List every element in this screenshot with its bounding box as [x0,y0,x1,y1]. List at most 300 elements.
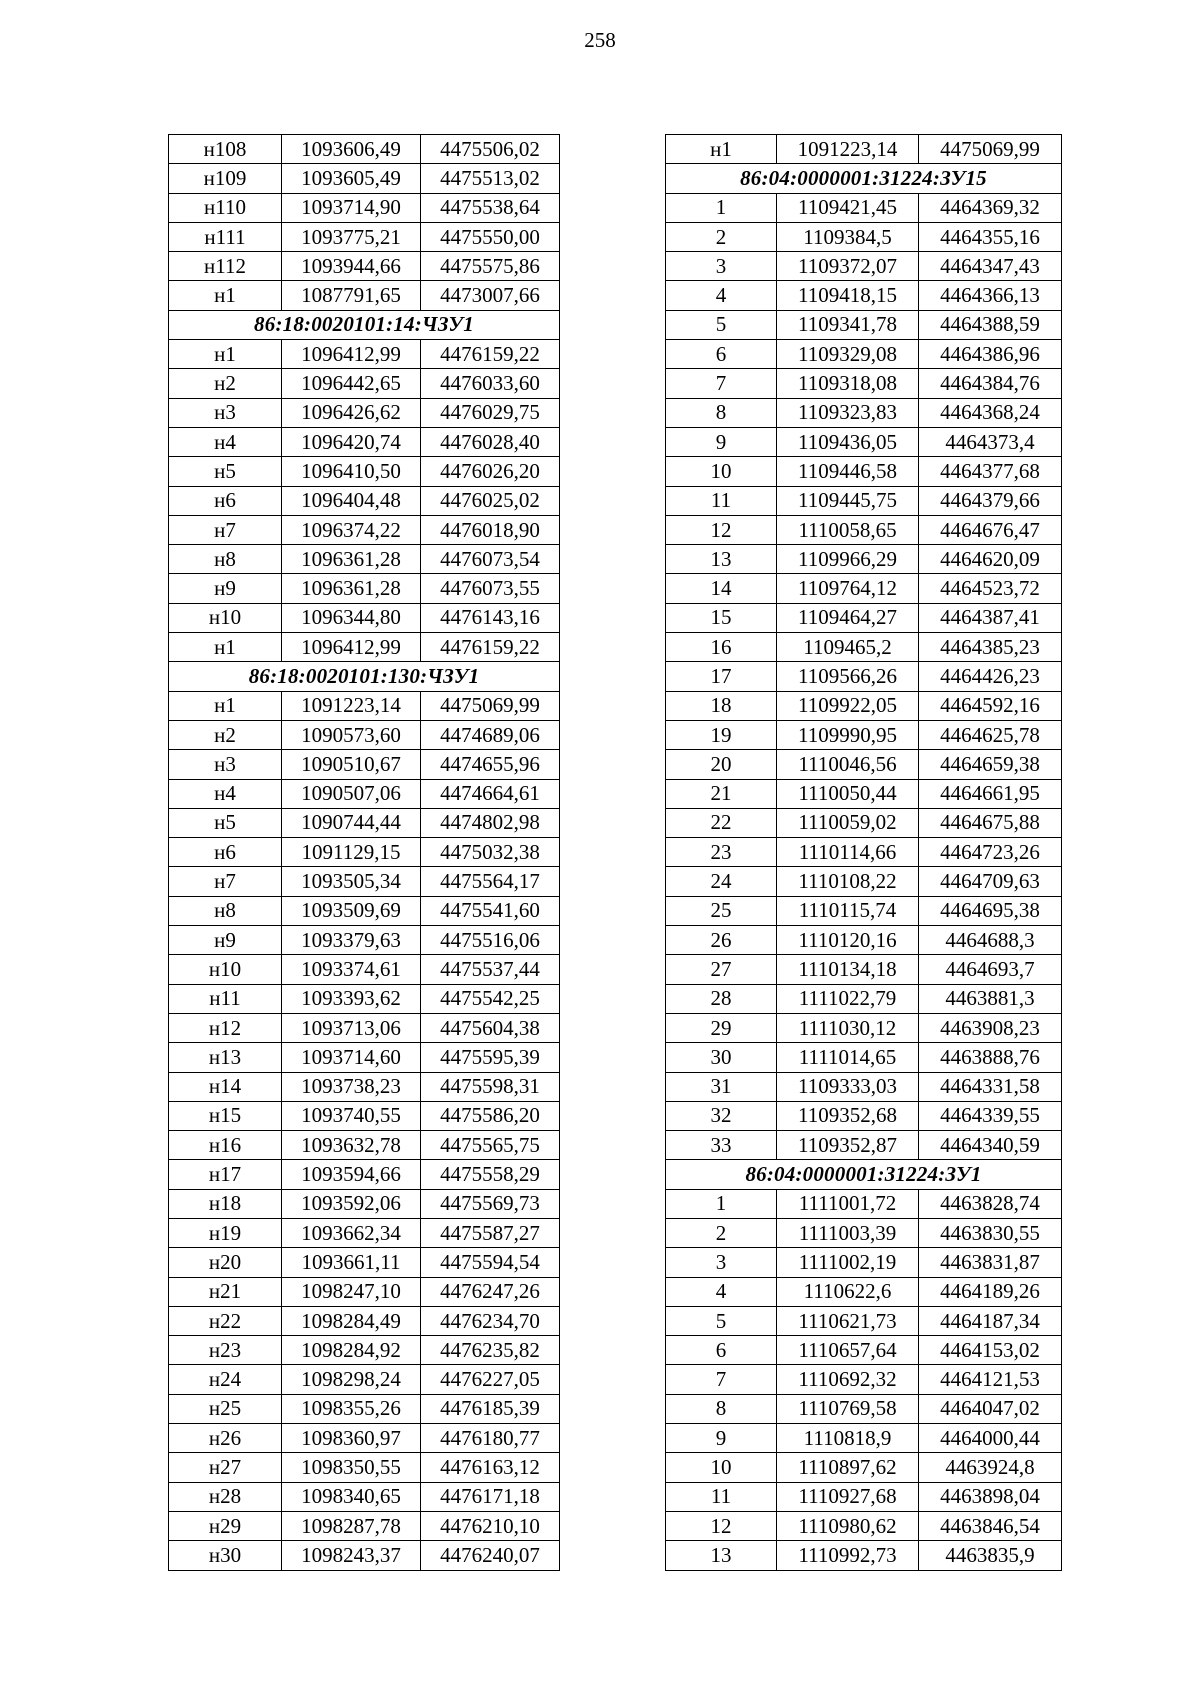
point-number-cell: 30 [666,1043,777,1072]
x-coordinate-cell: 1096412,99 [282,633,421,662]
point-number-cell: 27 [666,955,777,984]
point-number-cell: 7 [666,369,777,398]
y-coordinate-cell: 4464000,44 [919,1424,1062,1453]
point-number-cell: 9 [666,427,777,456]
point-number-cell: н108 [169,135,282,164]
point-number-cell: н2 [169,720,282,749]
point-number-cell: н11 [169,984,282,1013]
point-number-cell: н4 [169,427,282,456]
x-coordinate-cell: 1111001,72 [777,1189,919,1218]
x-coordinate-cell: 1110980,62 [777,1511,919,1540]
point-number-cell: 2 [666,1218,777,1247]
point-number-cell: н9 [169,574,282,603]
point-number-cell: н19 [169,1218,282,1247]
y-coordinate-cell: 4474655,96 [421,750,560,779]
y-coordinate-cell: 4475587,27 [421,1218,560,1247]
y-coordinate-cell: 4475550,00 [421,222,560,251]
table-row [169,193,560,222]
point-number-cell: н3 [169,750,282,779]
point-number-cell: 32 [666,1101,777,1130]
point-number-cell: 9 [666,1424,777,1453]
point-number-cell: н10 [169,955,282,984]
y-coordinate-cell: 4476240,07 [421,1541,560,1570]
x-coordinate-cell: 1096404,48 [282,486,421,515]
x-coordinate-cell: 1109464,27 [777,603,919,632]
x-coordinate-cell: 1093775,21 [282,222,421,251]
x-coordinate-cell: 1109436,05 [777,427,919,456]
point-number-cell: 21 [666,779,777,808]
y-coordinate-cell: 4476028,40 [421,427,560,456]
table-row [666,1336,1062,1365]
table-row [169,955,560,984]
y-coordinate-cell: 4476235,82 [421,1336,560,1365]
table-row [169,779,560,808]
table-row [666,633,1062,662]
table-row [169,1511,560,1540]
point-number-cell: 4 [666,281,777,310]
x-coordinate-cell: 1093662,34 [282,1218,421,1247]
y-coordinate-cell: 4476029,75 [421,398,560,427]
y-coordinate-cell: 4474664,61 [421,779,560,808]
table-row [666,427,1062,456]
table-row [666,486,1062,515]
table-row [666,984,1062,1013]
x-coordinate-cell: 1110927,68 [777,1482,919,1511]
table-row [666,515,1062,544]
y-coordinate-cell: 4475558,29 [421,1160,560,1189]
x-coordinate-cell: 1110818,9 [777,1424,919,1453]
cadastral-number: 86:04:0000001:31224:ЗУ15 [666,164,1062,193]
table-row [169,457,560,486]
point-number-cell: н18 [169,1189,282,1218]
x-coordinate-cell: 1098350,55 [282,1453,421,1482]
x-coordinate-cell: 1111014,65 [777,1043,919,1072]
table-row [169,1336,560,1365]
table-row [169,164,560,193]
point-number-cell: 13 [666,545,777,574]
table-row [666,750,1062,779]
point-number-cell: н21 [169,1277,282,1306]
y-coordinate-cell: 4475595,39 [421,1043,560,1072]
table-row [169,1248,560,1277]
y-coordinate-cell: 4473007,66 [421,281,560,310]
y-coordinate-cell: 4464379,66 [919,486,1062,515]
y-coordinate-cell: 4464377,68 [919,457,1062,486]
y-coordinate-cell: 4475513,02 [421,164,560,193]
y-coordinate-cell: 4464661,95 [919,779,1062,808]
table-row [169,545,560,574]
point-number-cell: 24 [666,867,777,896]
y-coordinate-cell: 4475542,25 [421,984,560,1013]
y-coordinate-cell: 4464339,55 [919,1101,1062,1130]
x-coordinate-cell: 1110108,22 [777,867,919,896]
x-coordinate-cell: 1090510,67 [282,750,421,779]
y-coordinate-cell: 4476159,22 [421,633,560,662]
x-coordinate-cell: 1093713,06 [282,1013,421,1042]
x-coordinate-cell: 1093944,66 [282,252,421,281]
y-coordinate-cell: 4464121,53 [919,1365,1062,1394]
x-coordinate-cell: 1093379,63 [282,926,421,955]
table-row [666,1072,1062,1101]
x-coordinate-cell: 1093661,11 [282,1248,421,1277]
table-row [666,457,1062,486]
table-row [169,603,560,632]
point-number-cell: н5 [169,457,282,486]
x-coordinate-cell: 1110622,6 [777,1277,919,1306]
x-coordinate-cell: 1110769,58 [777,1394,919,1423]
x-coordinate-cell: 1093374,61 [282,955,421,984]
table-row [666,1189,1062,1218]
table-row [169,486,560,515]
point-number-cell: н8 [169,545,282,574]
y-coordinate-cell: 4464676,47 [919,515,1062,544]
point-number-cell: н1 [169,281,282,310]
table-row [169,1277,560,1306]
x-coordinate-cell: 1090573,60 [282,720,421,749]
table-row [169,1043,560,1072]
table-row [169,427,560,456]
point-number-cell: 4 [666,1277,777,1306]
point-number-cell: н16 [169,1131,282,1160]
table-row [169,1424,560,1453]
point-number-cell: 12 [666,1511,777,1540]
point-number-cell: н22 [169,1306,282,1335]
y-coordinate-cell: 4464373,4 [919,427,1062,456]
y-coordinate-cell: 4464369,32 [919,193,1062,222]
point-number-cell: 29 [666,1013,777,1042]
section-header-row [169,662,560,691]
point-number-cell: н3 [169,398,282,427]
y-coordinate-cell: 4475506,02 [421,135,560,164]
x-coordinate-cell: 1093714,90 [282,193,421,222]
x-coordinate-cell: 1109329,08 [777,340,919,369]
table-row [666,1453,1062,1482]
x-coordinate-cell: 1098340,65 [282,1482,421,1511]
point-number-cell: н28 [169,1482,282,1511]
point-number-cell: н23 [169,1336,282,1365]
x-coordinate-cell: 1111030,12 [777,1013,919,1042]
table-row [666,1277,1062,1306]
x-coordinate-cell: 1096344,80 [282,603,421,632]
page-number: 258 [584,28,616,52]
table-row [169,1394,560,1423]
cadastral-number: 86:18:0020101:130:ЧЗУ1 [169,662,560,691]
y-coordinate-cell: 4476163,12 [421,1453,560,1482]
y-coordinate-cell: 4474689,06 [421,720,560,749]
table-row [666,603,1062,632]
point-number-cell: 12 [666,515,777,544]
table-row [169,1072,560,1101]
table-row [169,1453,560,1482]
point-number-cell: 5 [666,1306,777,1335]
table-row [666,1248,1062,1277]
y-coordinate-cell: 4464387,41 [919,603,1062,632]
point-number-cell: н111 [169,222,282,251]
table-row [666,1043,1062,1072]
y-coordinate-cell: 4463924,8 [919,1453,1062,1482]
point-number-cell: 33 [666,1131,777,1160]
x-coordinate-cell: 1109446,58 [777,457,919,486]
table-row [169,926,560,955]
point-number-cell: н5 [169,808,282,837]
x-coordinate-cell: 1093714,60 [282,1043,421,1072]
coordinates-table-right [665,134,1062,1571]
y-coordinate-cell: 4476018,90 [421,515,560,544]
y-coordinate-cell: 4476234,70 [421,1306,560,1335]
x-coordinate-cell: 1110992,73 [777,1541,919,1570]
x-coordinate-cell: 1093594,66 [282,1160,421,1189]
x-coordinate-cell: 1109418,15 [777,281,919,310]
x-coordinate-cell: 1110657,64 [777,1336,919,1365]
x-coordinate-cell: 1109372,07 [777,252,919,281]
table-row [169,691,560,720]
x-coordinate-cell: 1093738,23 [282,1072,421,1101]
x-coordinate-cell: 1096426,62 [282,398,421,427]
y-coordinate-cell: 4464388,59 [919,310,1062,339]
y-coordinate-cell: 4464625,78 [919,720,1062,749]
point-number-cell: н110 [169,193,282,222]
y-coordinate-cell: 4464723,26 [919,838,1062,867]
y-coordinate-cell: 4463830,55 [919,1218,1062,1247]
point-number-cell: н7 [169,867,282,896]
cadastral-number: 86:04:0000001:31224:ЗУ1 [666,1160,1062,1189]
point-number-cell: н6 [169,486,282,515]
x-coordinate-cell: 1110692,32 [777,1365,919,1394]
y-coordinate-cell: 4475564,17 [421,867,560,896]
point-number-cell: 28 [666,984,777,1013]
y-coordinate-cell: 4464189,26 [919,1277,1062,1306]
section-header-row [666,1160,1062,1189]
x-coordinate-cell: 1093606,49 [282,135,421,164]
point-number-cell: н14 [169,1072,282,1101]
point-number-cell: н12 [169,1013,282,1042]
x-coordinate-cell: 1093393,62 [282,984,421,1013]
point-number-cell: 3 [666,252,777,281]
y-coordinate-cell: 4463888,76 [919,1043,1062,1072]
y-coordinate-cell: 4475516,06 [421,926,560,955]
table-row [666,1306,1062,1335]
table-row [169,222,560,251]
x-coordinate-cell: 1111002,19 [777,1248,919,1277]
table-row [666,1218,1062,1247]
point-number-cell: 2 [666,222,777,251]
x-coordinate-cell: 1110059,02 [777,808,919,837]
table-row [169,574,560,603]
table-row [666,281,1062,310]
table-row [169,1189,560,1218]
x-coordinate-cell: 1111022,79 [777,984,919,1013]
y-coordinate-cell: 4476143,16 [421,603,560,632]
y-coordinate-cell: 4464695,38 [919,896,1062,925]
y-coordinate-cell: 4464368,24 [919,398,1062,427]
y-coordinate-cell: 4475541,60 [421,896,560,925]
y-coordinate-cell: 4464331,58 [919,1072,1062,1101]
point-number-cell: н15 [169,1101,282,1130]
x-coordinate-cell: 1109966,29 [777,545,919,574]
x-coordinate-cell: 1110050,44 [777,779,919,808]
x-coordinate-cell: 1096412,99 [282,340,421,369]
y-coordinate-cell: 4463828,74 [919,1189,1062,1218]
point-number-cell: 10 [666,457,777,486]
x-coordinate-cell: 1093509,69 [282,896,421,925]
x-coordinate-cell: 1109323,83 [777,398,919,427]
y-coordinate-cell: 4463898,04 [919,1482,1062,1511]
point-number-cell: 1 [666,193,777,222]
x-coordinate-cell: 1090744,44 [282,808,421,837]
table-row [169,1365,560,1394]
y-coordinate-cell: 4463908,23 [919,1013,1062,1042]
y-coordinate-cell: 4475586,20 [421,1101,560,1130]
y-coordinate-cell: 4464659,38 [919,750,1062,779]
table-row [666,1101,1062,1130]
table-row [169,984,560,1013]
y-coordinate-cell: 4464523,72 [919,574,1062,603]
point-number-cell: 25 [666,896,777,925]
x-coordinate-cell: 1109465,2 [777,633,919,662]
y-coordinate-cell: 4474802,98 [421,808,560,837]
table-row [666,779,1062,808]
table-row [169,838,560,867]
point-number-cell: н109 [169,164,282,193]
table-row [169,867,560,896]
table-row [666,1511,1062,1540]
x-coordinate-cell: 1109445,75 [777,486,919,515]
point-number-cell: 8 [666,398,777,427]
y-coordinate-cell: 4476210,10 [421,1511,560,1540]
y-coordinate-cell: 4463881,3 [919,984,1062,1013]
table-row [666,340,1062,369]
x-coordinate-cell: 1109421,45 [777,193,919,222]
point-number-cell: 13 [666,1541,777,1570]
point-number-cell: 6 [666,340,777,369]
y-coordinate-cell: 4476227,05 [421,1365,560,1394]
x-coordinate-cell: 1110621,73 [777,1306,919,1335]
x-coordinate-cell: 1098287,78 [282,1511,421,1540]
x-coordinate-cell: 1091129,15 [282,838,421,867]
point-number-cell: 7 [666,1365,777,1394]
y-coordinate-cell: 4464620,09 [919,545,1062,574]
point-number-cell: 10 [666,1453,777,1482]
x-coordinate-cell: 1109990,95 [777,720,919,749]
y-coordinate-cell: 4475537,44 [421,955,560,984]
table-row [169,1306,560,1335]
x-coordinate-cell: 1110114,66 [777,838,919,867]
x-coordinate-cell: 1096442,65 [282,369,421,398]
table-row [169,1482,560,1511]
table-row [169,135,560,164]
x-coordinate-cell: 1109341,78 [777,310,919,339]
point-number-cell: 23 [666,838,777,867]
x-coordinate-cell: 1109764,12 [777,574,919,603]
point-number-cell: 14 [666,574,777,603]
table-row [169,515,560,544]
y-coordinate-cell: 4476185,39 [421,1394,560,1423]
table-row [169,1218,560,1247]
point-number-cell: 20 [666,750,777,779]
table-row [666,838,1062,867]
x-coordinate-cell: 1093592,06 [282,1189,421,1218]
point-number-cell: 3 [666,1248,777,1277]
y-coordinate-cell: 4464384,76 [919,369,1062,398]
table-row [169,1541,560,1570]
y-coordinate-cell: 4464366,13 [919,281,1062,310]
x-coordinate-cell: 1098284,92 [282,1336,421,1365]
point-number-cell: н6 [169,838,282,867]
point-number-cell: н13 [169,1043,282,1072]
table-row [666,1394,1062,1423]
table-row [169,281,560,310]
y-coordinate-cell: 4464675,88 [919,808,1062,837]
table-row [666,310,1062,339]
point-number-cell: н1 [666,135,777,164]
table-row [169,340,560,369]
table-row [666,808,1062,837]
point-number-cell: н112 [169,252,282,281]
y-coordinate-cell: 4475538,64 [421,193,560,222]
x-coordinate-cell: 1109318,08 [777,369,919,398]
y-coordinate-cell: 4475594,54 [421,1248,560,1277]
section-header-row [666,164,1062,193]
table-row [169,1013,560,1042]
point-number-cell: 11 [666,486,777,515]
x-coordinate-cell: 1087791,65 [282,281,421,310]
table-row [169,720,560,749]
point-number-cell: 15 [666,603,777,632]
table-row [666,1013,1062,1042]
point-number-cell: н1 [169,340,282,369]
point-number-cell: н29 [169,1511,282,1540]
y-coordinate-cell: 4475069,99 [421,691,560,720]
y-coordinate-cell: 4476073,55 [421,574,560,603]
y-coordinate-cell: 4476180,77 [421,1424,560,1453]
y-coordinate-cell: 4464592,16 [919,691,1062,720]
table-row [666,662,1062,691]
y-coordinate-cell: 4475565,75 [421,1131,560,1160]
x-coordinate-cell: 1098355,26 [282,1394,421,1423]
point-number-cell: 31 [666,1072,777,1101]
y-coordinate-cell: 4464693,7 [919,955,1062,984]
point-number-cell: н1 [169,691,282,720]
point-number-cell: 8 [666,1394,777,1423]
y-coordinate-cell: 4463831,87 [919,1248,1062,1277]
point-number-cell: 19 [666,720,777,749]
cadastral-number: 86:18:0020101:14:ЧЗУ1 [169,310,560,339]
y-coordinate-cell: 4463846,54 [919,1511,1062,1540]
x-coordinate-cell: 1109922,05 [777,691,919,720]
table-row [169,1160,560,1189]
point-number-cell: 1 [666,1189,777,1218]
table-row [169,369,560,398]
y-coordinate-cell: 4464688,3 [919,926,1062,955]
y-coordinate-cell: 4464153,02 [919,1336,1062,1365]
y-coordinate-cell: 4476159,22 [421,340,560,369]
point-number-cell: н9 [169,926,282,955]
table-row [169,750,560,779]
x-coordinate-cell: 1109566,26 [777,662,919,691]
x-coordinate-cell: 1098284,49 [282,1306,421,1335]
table-row [666,222,1062,251]
table-row [169,1101,560,1130]
table-row [666,1131,1062,1160]
y-coordinate-cell: 4476171,18 [421,1482,560,1511]
x-coordinate-cell: 1096361,28 [282,574,421,603]
x-coordinate-cell: 1096374,22 [282,515,421,544]
y-coordinate-cell: 4476247,26 [421,1277,560,1306]
table-row [666,691,1062,720]
table-row [666,926,1062,955]
table-row [666,867,1062,896]
point-number-cell: н27 [169,1453,282,1482]
